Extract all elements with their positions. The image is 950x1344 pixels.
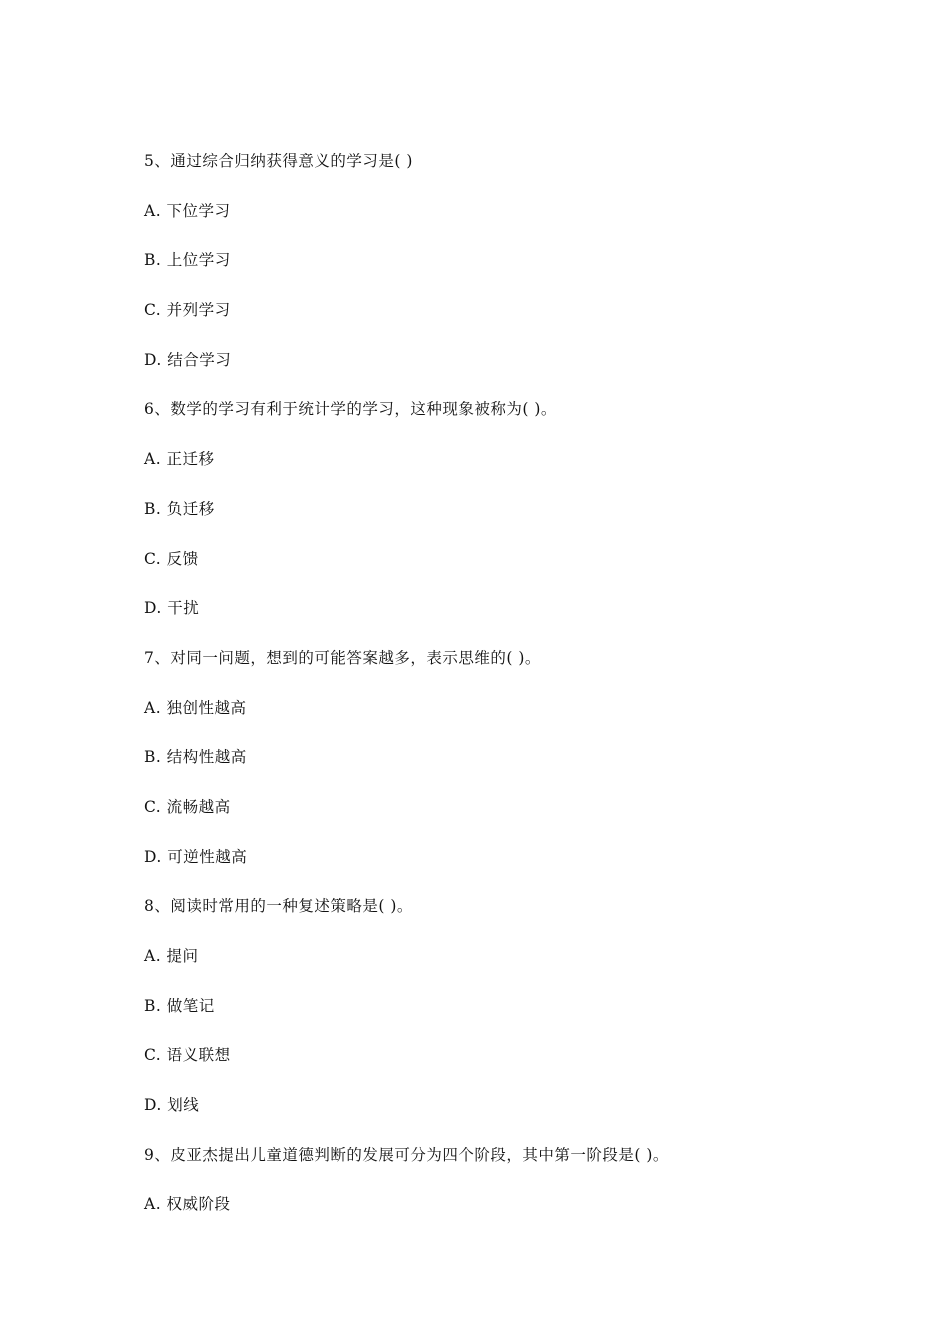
- question-7-option-a: A. 独创性越高: [144, 698, 247, 717]
- question-5-option-c: C. 并列学习: [144, 301, 231, 320]
- question-7-option-d: D. 可逆性越高: [144, 847, 248, 866]
- question-8-option-b: B. 做笔记: [144, 996, 215, 1015]
- question-7-option-b: B. 结构性越高: [144, 748, 247, 767]
- question-5-option-d: D. 结合学习: [144, 350, 232, 369]
- question-6-option-c: C. 反馈: [144, 549, 199, 568]
- question-9-option-a: A. 权威阶段: [144, 1195, 231, 1214]
- question-6-stem: 6、数学的学习有利于统计学的学习，这种现象被称为( )。: [144, 400, 557, 419]
- question-7-stem: 7、对同一问题，想到的可能答案越多，表示思维的( )。: [144, 648, 541, 667]
- question-8-option-d: D. 划线: [144, 1096, 200, 1115]
- question-6-option-a: A. 正迁移: [144, 450, 215, 469]
- question-6-option-d: D. 干扰: [144, 599, 200, 618]
- question-5-stem: 5、通过综合归纳获得意义的学习是( ): [144, 152, 413, 170]
- question-8-option-c: C. 语义联想: [144, 1046, 231, 1065]
- question-9-stem: 9、皮亚杰提出儿童道德判断的发展可分为四个阶段，其中第一阶段是( )。: [144, 1145, 669, 1164]
- question-8-option-a: A. 提问: [144, 947, 199, 965]
- question-5-option-a: A. 下位学习: [144, 201, 231, 220]
- question-list: [144, 148, 844, 1241]
- question-5-option-b: B. 上位学习: [144, 251, 231, 270]
- question-7-option-c: C. 流畅越高: [144, 797, 231, 816]
- question-8-stem: 8、阅读时常用的一种复述策略是( )。: [144, 897, 413, 916]
- question-6-option-b: B. 负迁移: [144, 499, 215, 518]
